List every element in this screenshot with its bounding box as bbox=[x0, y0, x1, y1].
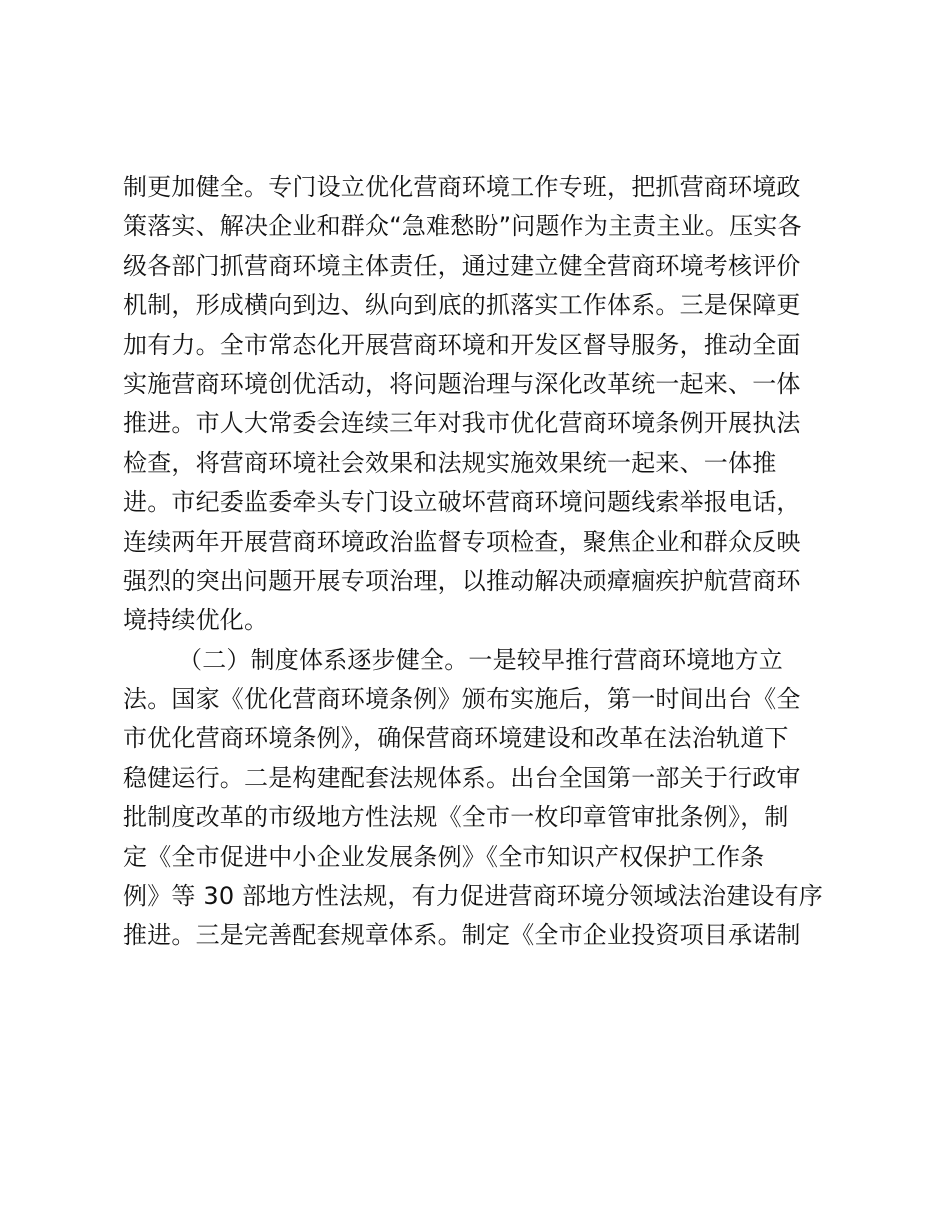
text-line: 加有力。全市常态化开展营商环境和开发区督导服务，推动全面 bbox=[123, 330, 801, 359]
text-line: 级各部门抓营商环境主体责任，通过建立健全营商环境考核评价 bbox=[123, 251, 801, 280]
section-heading-line: （二）制度体系逐步健全。一是较早推行营商环境地方立 bbox=[178, 645, 783, 674]
text-line: 例》等 30 部地方性法规，有力促进营商环境分领域法治建设有序 bbox=[123, 882, 823, 911]
text-line: 强烈的突出问题开展专项治理，以推动解决顽瘴痼疾护航营商环 bbox=[123, 566, 801, 595]
text-line: 制更加健全。专门设立优化营商环境工作专班，把抓营商环境政 bbox=[123, 173, 801, 201]
text-line: 连续两年开展营商环境政治监督专项检查，聚焦企业和群众反映 bbox=[123, 527, 801, 556]
text-line: 检查，将营商环境社会效果和法规实施效果统一起来、一体推 bbox=[123, 448, 777, 477]
text-line: 境持续优化。 bbox=[123, 606, 269, 635]
text-line: 机制，形成横向到边、纵向到底的抓落实工作体系。三是保障更 bbox=[123, 291, 801, 320]
text-line: 实施营商环境创优活动，将问题治理与深化改革统一起来、一体 bbox=[123, 369, 801, 398]
text-line: 批制度改革的市级地方性法规《全市一枚印章管审批条例》，制 bbox=[123, 803, 789, 832]
text-line: 稳健运行。二是构建配套法规体系。出台全国第一部关于行政审 bbox=[123, 763, 801, 792]
text-line: 策落实、解决企业和群众“急难愁盼”问题作为主责主业。压实各 bbox=[123, 212, 802, 241]
text-line: 推进。市人大常委会连续三年对我市优化营商环境条例开展执法 bbox=[123, 409, 801, 438]
text-line: 法。国家《优化营商环境条例》颁布实施后，第一时间出台《全 bbox=[123, 685, 801, 714]
text-line: 推进。三是完善配套规章体系。制定《全市企业投资项目承诺制 bbox=[123, 921, 801, 950]
body-text bbox=[123, 168, 843, 956]
text-line: 市优化营商环境条例》，确保营商环境建设和改革在法治轨道下 bbox=[123, 724, 789, 753]
text-line: 进。市纪委监委牵头专门设立破坏营商环境问题线索举报电话， bbox=[123, 488, 801, 517]
text-line: 定《全市促进中小企业发展条例》《全市知识产权保护工作条 bbox=[123, 842, 765, 871]
